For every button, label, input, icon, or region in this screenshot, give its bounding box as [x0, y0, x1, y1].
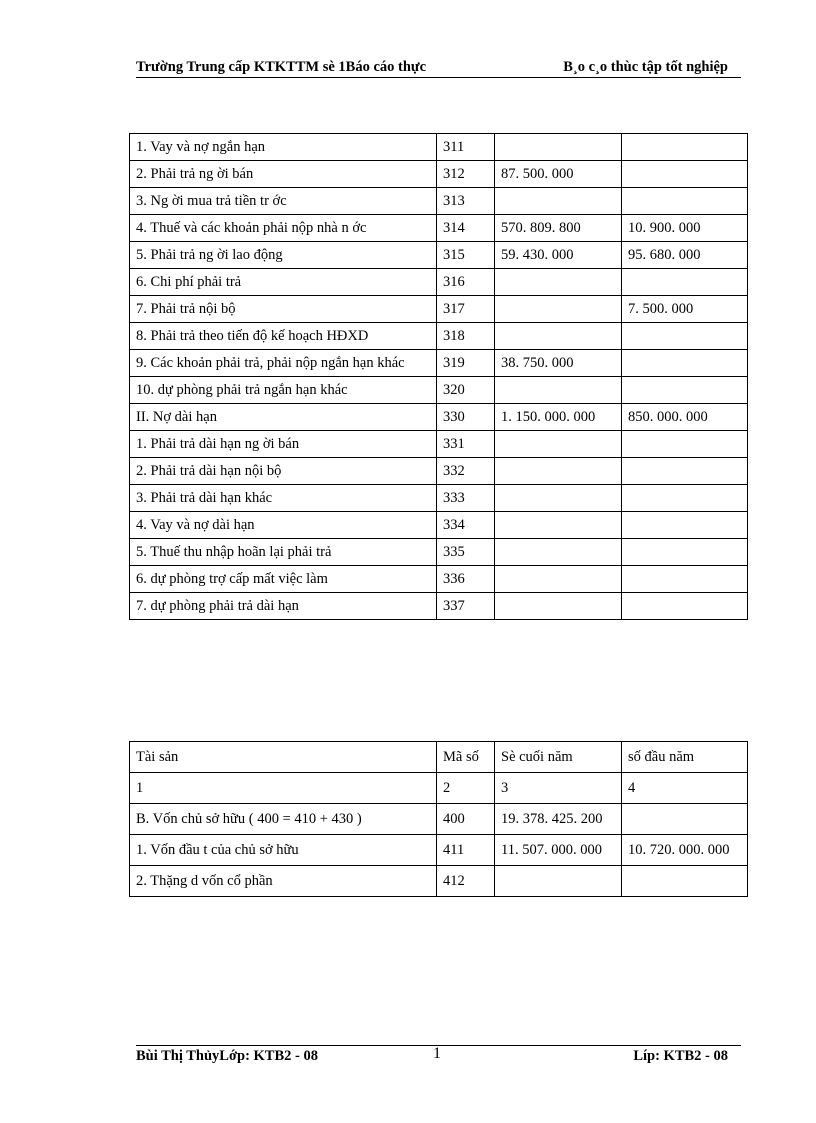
year-end-value-cell: 19. 378. 425. 200: [495, 804, 622, 835]
table-row: [130, 835, 748, 866]
table-row: [130, 269, 748, 296]
item-name-cell: 7. Phải trả nội bộ: [130, 296, 437, 323]
year-end-value-cell: [495, 866, 622, 897]
table-row: [130, 404, 748, 431]
year-start-value-cell: [622, 866, 748, 897]
year-start-value-cell: [622, 431, 748, 458]
table-row: [130, 161, 748, 188]
year-start-value-cell: 850. 000. 000: [622, 404, 748, 431]
year-start-value-cell: [622, 593, 748, 620]
item-name-cell: 4. Thuế và các khoản phải nộp nhà n ớc: [130, 215, 437, 242]
item-name-cell: II. Nợ dài hạn: [130, 404, 437, 431]
year-start-value-cell: [622, 350, 748, 377]
table-row: [130, 539, 748, 566]
item-code-cell: 312: [437, 161, 495, 188]
year-end-value-cell: [495, 485, 622, 512]
year-end-value-cell: [495, 431, 622, 458]
year-start-value-cell: [622, 804, 748, 835]
item-name-cell: 6. dự phòng trợ cấp mất việc làm: [130, 566, 437, 593]
table-row: [130, 296, 748, 323]
year-end-value-cell: 38. 750. 000: [495, 350, 622, 377]
year-start-value-cell: [622, 188, 748, 215]
year-start-value-cell: [622, 485, 748, 512]
table-row: [130, 431, 748, 458]
year-end-value-cell: [495, 566, 622, 593]
year-start-value-cell: [622, 377, 748, 404]
year-end-value-cell: 1. 150. 000. 000: [495, 404, 622, 431]
item-code-cell: 333: [437, 485, 495, 512]
year-start-value-cell: [622, 269, 748, 296]
column-header-code: Mã số: [437, 742, 495, 773]
year-end-value-cell: [495, 377, 622, 404]
item-name-cell: 5. Thuế thu nhập hoãn lại phải trả: [130, 539, 437, 566]
column-header-asset: Tài sản: [130, 742, 437, 773]
year-end-value-cell: [495, 134, 622, 161]
year-end-value-cell: [495, 269, 622, 296]
item-code-cell: 412: [437, 866, 495, 897]
table-row: [130, 377, 748, 404]
item-code-cell: 319: [437, 350, 495, 377]
year-start-value-cell: 7. 500. 000: [622, 296, 748, 323]
page-footer: [136, 1047, 728, 1067]
item-name-cell: 4. Vay và nợ dài hạn: [130, 512, 437, 539]
year-start-value-cell: 10. 720. 000. 000: [622, 835, 748, 866]
item-code-cell: 336: [437, 566, 495, 593]
table-row: [130, 485, 748, 512]
item-name-cell: 2. Phải trả ng ời bán: [130, 161, 437, 188]
item-code-cell: 400: [437, 804, 495, 835]
item-code-cell: 313: [437, 188, 495, 215]
table-row: [130, 458, 748, 485]
header-school: Trường Trung cấp KTKTTM sè 1Báo cáo thực: [136, 59, 427, 75]
item-code-cell: 335: [437, 539, 495, 566]
table-row: [130, 215, 748, 242]
column-number: 2: [437, 773, 495, 804]
year-end-value-cell: 570. 809. 800: [495, 215, 622, 242]
table-row: [130, 323, 748, 350]
item-name-cell: 10. dự phòng phải trả ngắn hạn khác: [130, 377, 437, 404]
item-code-cell: 315: [437, 242, 495, 269]
year-end-value-cell: [495, 296, 622, 323]
year-end-value-cell: [495, 539, 622, 566]
table-row: [130, 188, 748, 215]
item-code-cell: 331: [437, 431, 495, 458]
item-name-cell: 7. dự phòng phải trả dài hạn: [130, 593, 437, 620]
footer-author: Bùi Thị ThủyLớp: KTB2 - 08: [136, 1048, 318, 1064]
column-number: 3: [495, 773, 622, 804]
liabilities-table: [129, 133, 748, 620]
year-end-value-cell: [495, 512, 622, 539]
table-row: [130, 512, 748, 539]
page-number: 1: [433, 1045, 441, 1062]
year-start-value-cell: [622, 512, 748, 539]
page-header: [136, 56, 728, 76]
item-code-cell: 411: [437, 835, 495, 866]
item-name-cell: 1. Vốn đầu t của chủ sở hữu: [130, 835, 437, 866]
year-start-value-cell: 95. 680. 000: [622, 242, 748, 269]
column-header-year-end: Sè cuối năm: [495, 742, 622, 773]
table-row: [130, 804, 748, 835]
item-name-cell: 2. Thặng d vốn cổ phần: [130, 866, 437, 897]
table-row: [130, 350, 748, 377]
year-start-value-cell: [622, 539, 748, 566]
column-header-year-start: số đầu năm: [622, 742, 748, 773]
table-row: [130, 134, 748, 161]
item-code-cell: 311: [437, 134, 495, 161]
item-name-cell: 2. Phải trả dài hạn nội bộ: [130, 458, 437, 485]
item-name-cell: 8. Phải trả theo tiến độ kế hoạch HĐXD: [130, 323, 437, 350]
year-end-value-cell: [495, 593, 622, 620]
item-code-cell: 317: [437, 296, 495, 323]
year-end-value-cell: 11. 507. 000. 000: [495, 835, 622, 866]
item-code-cell: 318: [437, 323, 495, 350]
year-start-value-cell: [622, 161, 748, 188]
header-rule: [136, 77, 741, 78]
item-code-cell: 316: [437, 269, 495, 296]
item-name-cell: B. Vốn chủ sở hữu ( 400 = 410 + 430 ): [130, 804, 437, 835]
item-name-cell: 3. Phải trả dài hạn khác: [130, 485, 437, 512]
column-number: 4: [622, 773, 748, 804]
item-name-cell: 3. Ng ời mua trả tiền tr ớc: [130, 188, 437, 215]
year-end-value-cell: 59. 430. 000: [495, 242, 622, 269]
item-name-cell: 9. Các khoản phải trả, phải nộp ngắn hạn khác: [130, 350, 437, 377]
year-end-value-cell: 87. 500. 000: [495, 161, 622, 188]
item-code-cell: 314: [437, 215, 495, 242]
item-name-cell: 6. Chi phí phải trả: [130, 269, 437, 296]
item-code-cell: 320: [437, 377, 495, 404]
item-code-cell: 337: [437, 593, 495, 620]
item-name-cell: 1. Phải trả dài hạn ng ời bán: [130, 431, 437, 458]
equity-table: [129, 741, 748, 897]
item-code-cell: 332: [437, 458, 495, 485]
year-start-value-cell: [622, 134, 748, 161]
item-code-cell: 334: [437, 512, 495, 539]
item-code-cell: 330: [437, 404, 495, 431]
year-start-value-cell: 10. 900. 000: [622, 215, 748, 242]
year-start-value-cell: [622, 323, 748, 350]
item-name-cell: 1. Vay và nợ ngắn hạn: [130, 134, 437, 161]
table-row: [130, 566, 748, 593]
footer-class: Líp: KTB2 - 08: [633, 1048, 728, 1064]
header-report-title: B¸o c¸o thùc tập tốt nghiệp: [563, 59, 728, 75]
table-header-row: [130, 742, 748, 773]
year-end-value-cell: [495, 458, 622, 485]
year-end-value-cell: [495, 188, 622, 215]
year-start-value-cell: [622, 458, 748, 485]
table-row: [130, 242, 748, 269]
item-name-cell: 5. Phải trả ng ời lao động: [130, 242, 437, 269]
table-row: [130, 866, 748, 897]
column-number-row: [130, 773, 748, 804]
year-end-value-cell: [495, 323, 622, 350]
year-start-value-cell: [622, 566, 748, 593]
table-row: [130, 593, 748, 620]
column-number: 1: [130, 773, 437, 804]
